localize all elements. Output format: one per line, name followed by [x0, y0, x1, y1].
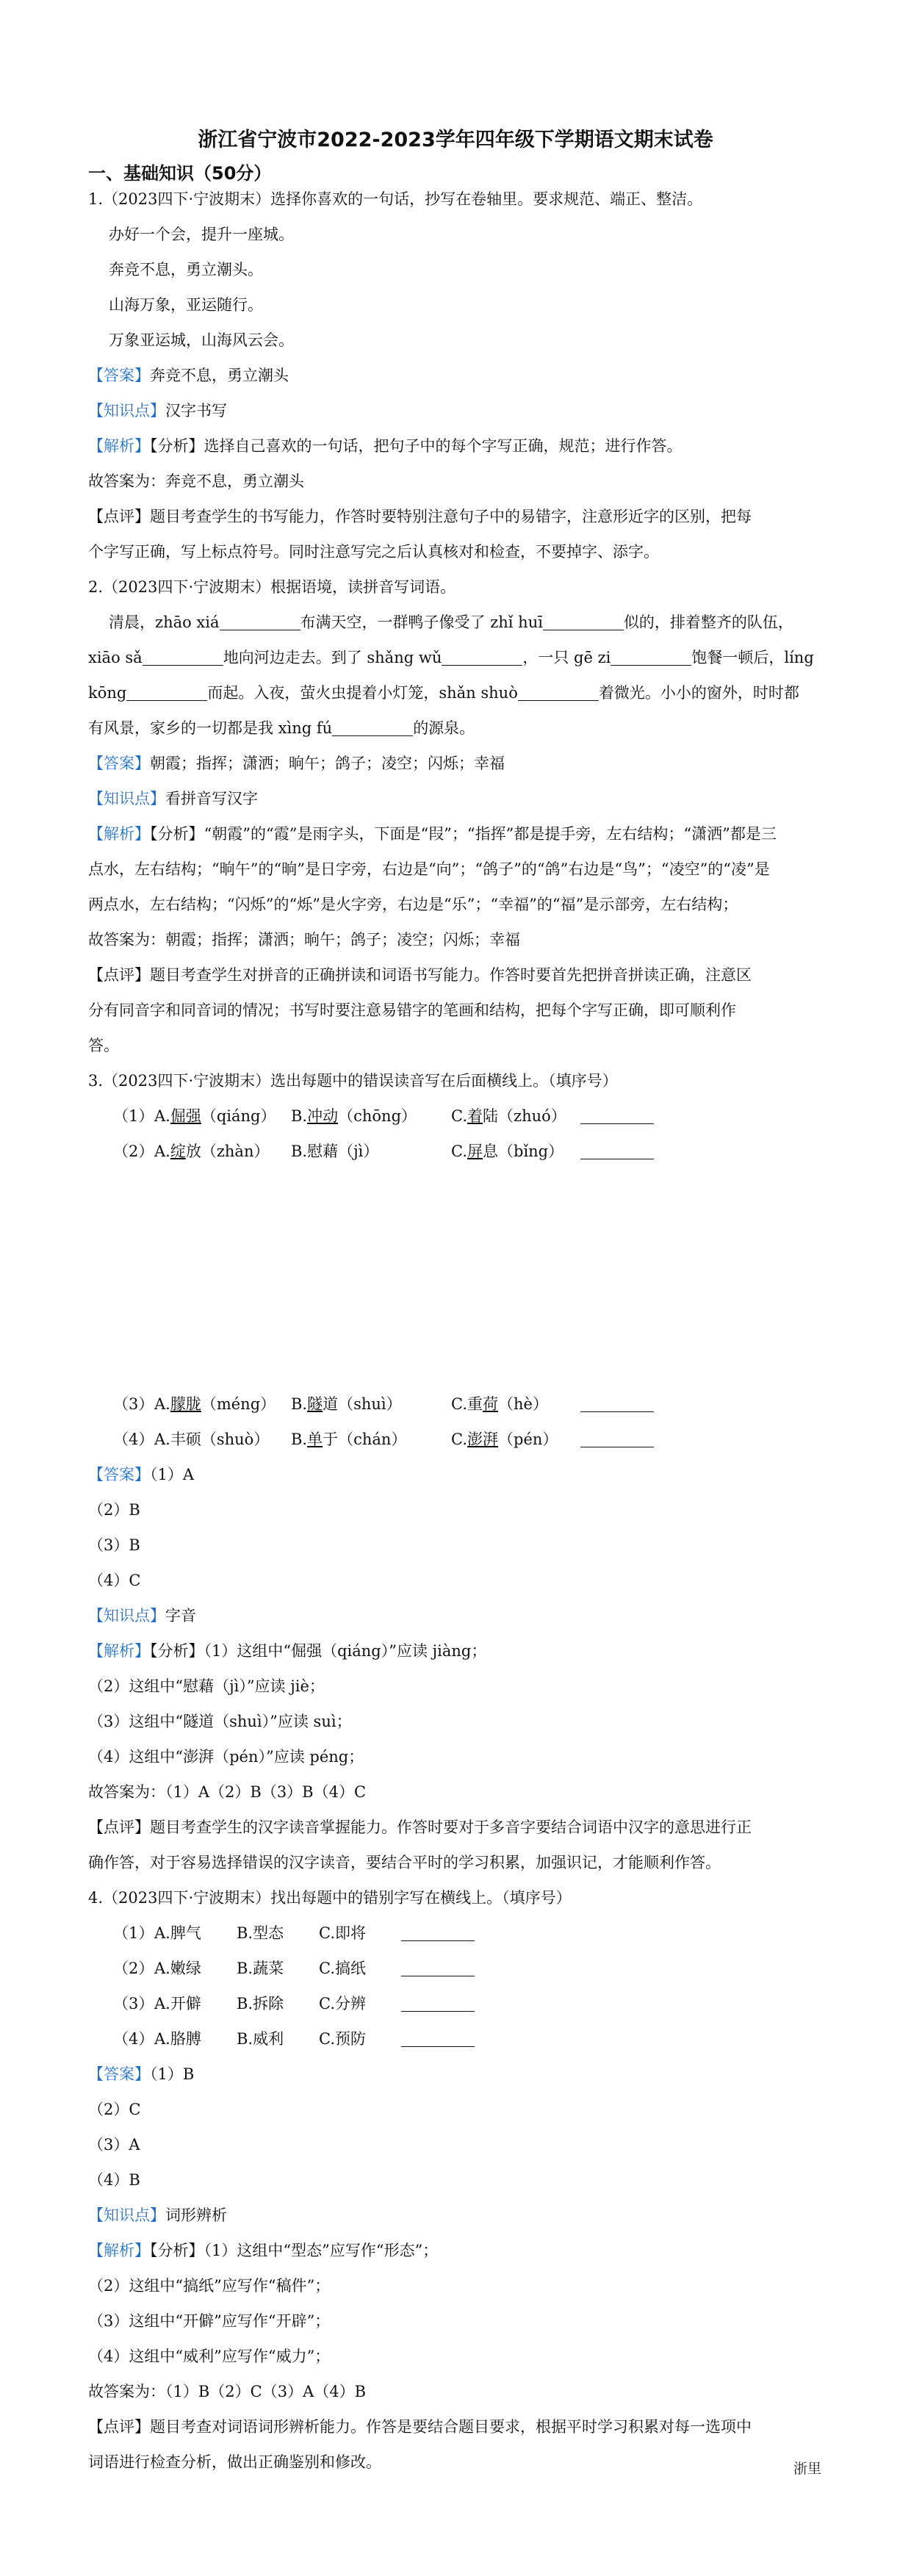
q1-comment: 【点评】题目考查学生的书写能力，作答时要特别注意句子中的易错字，注意形近字的区别，把每: [88, 508, 752, 525]
row-number: （1）: [113, 1924, 154, 1942]
passage-text: 的源泉。: [413, 719, 475, 737]
q4-answer: [88, 2063, 194, 2085]
q3-row: [113, 1393, 654, 1415]
row-number: （4）: [113, 1431, 154, 1448]
answer-blank[interactable]: [401, 2030, 475, 2047]
q2-conclusion: 故答案为：朝霞；指挥；潇洒；晌午；鸽子；凌空；闪烁；幸福: [88, 931, 520, 949]
analysis-tag: 【解析】: [88, 2242, 150, 2259]
fill-blank[interactable]: [442, 649, 522, 666]
option-a: A.开僻: [154, 1995, 201, 2012]
q2-knowledge-point: [88, 788, 258, 810]
q1-option: 万象亚运城，山海风云会。: [109, 331, 294, 349]
kp-text: 词形辨析: [165, 2206, 227, 2224]
passage-text: 饱餐一顿后，líng: [691, 649, 814, 666]
q2-comment: 分有同音字和同音词的情况；书写时要注意易错字的笔画和结构，把每个字写正确，即可顺利作: [88, 1001, 736, 1019]
q4-answer-line: （3）A: [88, 2136, 140, 2154]
q4-comment: 【点评】题目考查对词语词形辨析能力。作答是要结合题目要求，根据平时学习积累对每一选项中: [88, 2418, 752, 2436]
kp-tag: 【知识点】: [88, 2206, 165, 2224]
q2-answer: [88, 752, 505, 774]
row-number: （4）: [113, 2030, 154, 2048]
row-number: （3）: [113, 1395, 154, 1413]
option-a: A.倔强（qiáng）: [154, 1107, 276, 1125]
q1-option: 山海万象，亚运随行。: [109, 296, 263, 314]
option-a: A.胳膊: [154, 2030, 201, 2048]
kp-text: 看拼音写汉字: [165, 790, 258, 807]
option-a: A.绽放（zhàn）: [154, 1143, 270, 1160]
q3-row: [113, 1140, 654, 1162]
q4-analysis-line: （3）这组中“开僻”应写作“开辟”；: [88, 2312, 331, 2330]
page-title: 浙江省宁波市2022-2023学年四年级下学期语文期末试卷: [198, 129, 713, 151]
answer-text: （1）B: [150, 2065, 195, 2083]
option-b: B.威利: [237, 2030, 284, 2048]
answer-text: 奔竞不息，勇立潮头: [150, 367, 289, 384]
passage-text: xiāo sǎ: [88, 649, 143, 666]
answer-tag: 【答案】: [88, 755, 150, 772]
analysis-text: 【分析】选择自己喜欢的一句话，把句子中的每个字写正确，规范；进行作答。: [150, 437, 683, 455]
q1-option: 奔竞不息，勇立潮头。: [109, 261, 263, 278]
q3-row: [113, 1105, 654, 1127]
section-heading: 一、基础知识（50分）: [88, 163, 272, 184]
option-b: B.型态: [237, 1924, 284, 1942]
row-number: （3）: [113, 1995, 154, 2012]
q2-stem: 2.（2023四下·宁波期末）根据语境，读拼音写词语。: [88, 578, 456, 596]
q4-knowledge-point: [88, 2204, 227, 2226]
option-b: B.隧道（shuì）: [291, 1395, 402, 1413]
option-a: A.嫩绿: [154, 1960, 201, 1977]
q3-analysis: [88, 1640, 486, 1662]
option-c: C.屏息（bǐng）: [451, 1143, 564, 1160]
answer-text: 朝霞；指挥；潇洒；晌午；鸽子；凌空；闪烁；幸福: [150, 755, 505, 772]
answer-blank[interactable]: [580, 1143, 654, 1159]
q4-conclusion: 故答案为：（1）B（2）C（3）A（4）B: [88, 2383, 367, 2400]
analysis-tag: 【解析】: [88, 437, 150, 455]
q3-knowledge-point: [88, 1605, 196, 1627]
fill-blank[interactable]: [220, 614, 300, 630]
option-a: A.朦胧（méng）: [154, 1395, 276, 1413]
q2-passage-line: [88, 647, 814, 669]
answer-blank[interactable]: [401, 1995, 475, 2012]
analysis-text: 【分析】（1）这组中“倔强（qiáng）”应读 jiàng；: [150, 1642, 487, 1660]
answer-blank[interactable]: [580, 1431, 654, 1447]
q4-row: [113, 2028, 475, 2050]
q3-comment: 确作答，对于容易选择错误的汉字读音，要结合平时的学习积累，加强识记，才能顺利作答。: [88, 1854, 721, 1871]
q3-analysis-line: （2）这组中“慰藉（jì）”应读 jiè；: [88, 1677, 325, 1695]
answer-text: （1）A: [150, 1466, 195, 1483]
q1-conclusion: 故答案为：奔竞不息，勇立潮头: [88, 472, 304, 490]
passage-text: 布满天空，一群鸭子像受了 zhǐ huī: [300, 614, 543, 631]
option-c: C.澎湃（pén）: [451, 1431, 558, 1448]
kp-tag: 【知识点】: [88, 790, 165, 807]
q4-row: [113, 1922, 475, 1944]
q4-row: [113, 1957, 475, 1979]
q2-passage-line: [109, 611, 793, 633]
option-b: B.单于（chán）: [291, 1431, 407, 1448]
option-c: C.预防: [319, 2030, 366, 2048]
fill-blank[interactable]: [332, 719, 413, 736]
q4-answer-line: （2）C: [88, 2101, 141, 2118]
kp-tag: 【知识点】: [88, 402, 165, 420]
passage-text: 着微光。小小的窗外，时时都: [598, 684, 799, 702]
analysis-text: 【分析】“朝霞”的“霞”是雨字头，下面是“叚”；“指挥”都是提手旁，左右结构；“潇洒”都是三: [150, 825, 777, 843]
q3-answer: [88, 1464, 194, 1486]
q4-analysis: [88, 2239, 438, 2262]
q4-stem: 4.（2023四下·宁波期末）找出每题中的错别字写在横线上。（填序号）: [88, 1889, 572, 1907]
option-c: C.重荷（hè）: [451, 1395, 548, 1413]
answer-tag: 【答案】: [88, 2065, 150, 2083]
q2-comment: 【点评】题目考查学生对拼音的正确拼读和词语书写能力。作答时要首先把拼音拼读正确，注意区: [88, 966, 752, 984]
q3-stem: 3.（2023四下·宁波期末）选出每题中的错误读音写在后面横线上。（填序号）: [88, 1072, 618, 1090]
q2-analysis-line: 点水，左右结构；“晌午”的“晌”是日字旁，右边是“向”；“鸽子”的“鸽”右边是“鸟”；“凌空”的“凌”是: [88, 860, 770, 878]
option-a: A.脾气: [154, 1924, 201, 1942]
q3-answer-line: （3）B: [88, 1536, 140, 1554]
q2-comment: 答。: [88, 1037, 119, 1054]
fill-blank[interactable]: [543, 614, 624, 630]
q4-answer-line: （4）B: [88, 2171, 140, 2189]
q4-row: [113, 1993, 475, 2015]
fill-blank[interactable]: [126, 684, 207, 701]
fill-blank[interactable]: [611, 649, 691, 666]
q1-stem: 1.（2023四下·宁波期末）选择你喜欢的一句话，抄写在卷轴里。要求规范、端正、整洁。: [88, 190, 703, 208]
answer-blank[interactable]: [401, 1924, 475, 1941]
option-c: C.分辨: [319, 1995, 366, 2012]
passage-text: kōng: [88, 684, 127, 702]
q1-answer: [88, 364, 289, 386]
passage-text: 似的，排着整齐的队伍，: [623, 614, 793, 631]
kp-text: 汉字书写: [165, 402, 227, 420]
answer-blank[interactable]: [401, 1960, 475, 1976]
fill-blank[interactable]: [518, 684, 599, 701]
q3-analysis-line: （3）这组中“隧道（shuì）”应读 suì；: [88, 1713, 352, 1730]
passage-text: ，一只 gē zi: [522, 649, 611, 666]
answer-tag: 【答案】: [88, 1466, 150, 1483]
option-b: B.拆除: [237, 1995, 284, 2012]
q1-knowledge-point: [88, 400, 227, 422]
option-b: B.冲动（chōng）: [291, 1107, 417, 1125]
q4-analysis-line: （4）这组中“威利”应写作“威力”；: [88, 2347, 331, 2365]
row-number: （2）: [113, 1960, 154, 1977]
fill-blank[interactable]: [143, 649, 223, 666]
answer-tag: 【答案】: [88, 367, 150, 384]
kp-text: 字音: [165, 1607, 196, 1625]
q3-analysis-line: （4）这组中“澎湃（pén）”应读 péng；: [88, 1748, 364, 1766]
q2-analysis: [88, 823, 777, 845]
answer-blank[interactable]: [580, 1107, 654, 1124]
passage-text: 地向河边走去。到了 shǎng wǔ: [223, 649, 442, 666]
q2-passage-line: [88, 717, 475, 739]
analysis-text: 【分析】（1）这组中“型态”应写作“形态”；: [150, 2242, 439, 2259]
q3-answer-line: （2）B: [88, 1501, 140, 1519]
q1-option: 办好一个会，提升一座城。: [109, 226, 294, 243]
q3-conclusion: 故答案为：（1）A（2）B（3）B（4）C: [88, 1783, 367, 1801]
row-number: （2）: [113, 1143, 154, 1160]
option-b: B.慰藉（jì）: [291, 1143, 379, 1160]
kp-tag: 【知识点】: [88, 1607, 165, 1625]
option-c: C.搞纸: [319, 1960, 366, 1977]
answer-blank[interactable]: [580, 1395, 654, 1412]
q4-analysis-line: （2）这组中“搞纸”应写作“稿件”；: [88, 2277, 331, 2295]
q3-answer-line: （4）C: [88, 1572, 141, 1589]
q2-passage-line: [88, 682, 799, 704]
analysis-tag: 【解析】: [88, 1642, 150, 1660]
option-b: B.蔬菜: [237, 1960, 284, 1977]
row-number: （1）: [113, 1107, 154, 1125]
passage-text: 有风景，家乡的一切都是我 xìng fú: [88, 719, 333, 737]
q2-analysis-line: 两点水，左右结构；“闪烁”的“烁”是火字旁，右边是“乐”；“幸福”的“福”是示部旁，左右结构；: [88, 896, 738, 913]
passage-text: 而起。入夜，萤火虫提着小灯笼，shǎn shuò: [207, 684, 518, 702]
page-footer: 浙里: [793, 2461, 821, 2477]
option-a: A.丰硕（shuò）: [154, 1431, 270, 1448]
q3-comment: 【点评】题目考查学生的汉字读音掌握能力。作答时要对于多音字要结合词语中汉字的意思进行正: [88, 1818, 752, 1836]
passage-text: 清晨，zhāo xiá: [109, 614, 220, 631]
option-c: C.着陆（zhuó）: [451, 1107, 566, 1125]
q3-row: [113, 1428, 654, 1450]
q1-comment: 个字写正确，写上标点符号。同时注意写完之后认真核对和检查，不要掉字、添字。: [88, 543, 659, 561]
q1-analysis: [88, 435, 683, 457]
q4-comment: 词语进行检查分析，做出正确鉴别和修改。: [88, 2453, 381, 2471]
analysis-tag: 【解析】: [88, 825, 150, 843]
option-c: C.即将: [319, 1924, 366, 1942]
